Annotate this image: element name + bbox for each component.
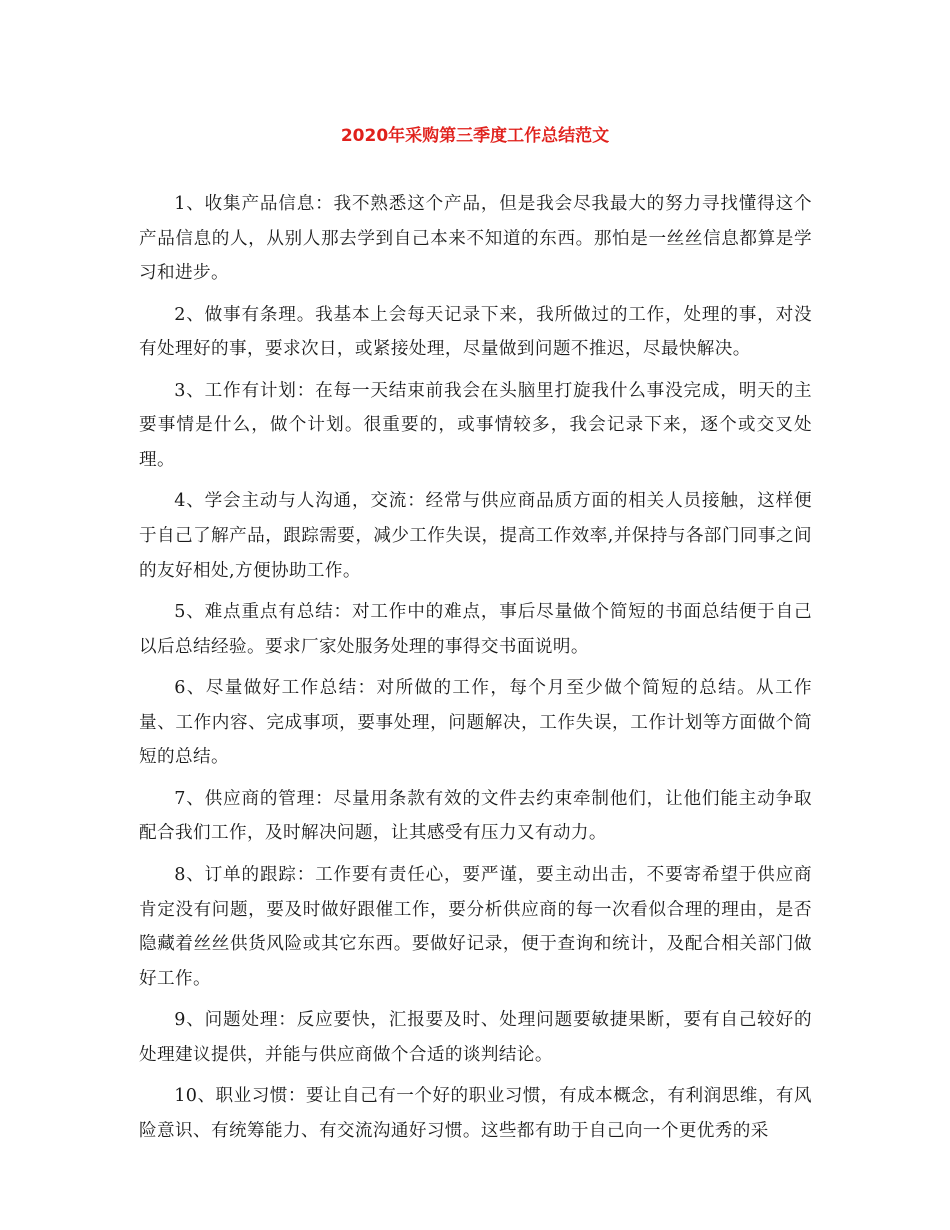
paragraph-4: 4、学会主动与人沟通，交流：经常与供应商品质方面的相关人员接触，这样便于自己了解产品，跟踪需要，减少工作失误，提高工作效率,并保持与各部门同事之间的友好相处,方便协助工作。 [139,491,812,581]
paragraph-8: 8、订单的跟踪：工作要有责任心，要严谨，要主动出击，不要寄希望于供应商肯定没有问题，要及时做好跟催工作，要分析供应商的每一次看似合理的理由，是否隐藏着丝丝供货风险或其它东西。要做好记录，便于查询和统计，及配合相关部门做好工作。 [139,864,812,989]
paragraph-5: 5、难点重点有总结：对工作中的难点，事后尽量做个简短的书面总结便于自己以后总结经验。要求厂家处服务处理的事得交书面说明。 [139,602,812,657]
paragraph-10: 10、职业习惯：要让自己有一个好的职业习惯，有成本概念，有利润思维，有风险意识、有统筹能力、有交流沟通好习惯。这些都有助于自己向一个更优秀的采 [139,1086,812,1141]
paragraph-3: 3、工作有计划：在每一天结束前我会在头脑里打旋我什么事没完成，明天的主要事情是什么，做个计划。很重要的，或事情较多，我会记录下来，逐个或交叉处理。 [139,380,812,470]
document-body [139,187,812,1155]
paragraph-2: 2、做事有条理。我基本上会每天记录下来，我所做过的工作，处理的事，对没有处理好的事，要求次日，或紧接处理，尽量做到问题不推迟，尽最快解决。 [139,304,812,360]
paragraph-7: 7、供应商的管理：尽量用条款有效的文件去约束牵制他们，让他们能主动争取配合我们工作，及时解决问题，让其感受有压力又有动力。 [139,788,812,844]
paragraph-6: 6、尽量做好工作总结：对所做的工作，每个月至少做个简短的总结。从工作量、工作内容、完成事项，要事处理，问题解决，工作失误，工作计划等方面做个简短的总结。 [139,678,812,768]
document-title: 2020年采购第三季度工作总结范文 [340,126,610,146]
paragraph-1: 1、收集产品信息：我不熟悉这个产品，但是我会尽我最大的努力寻找懂得这个产品信息的人，从别人那去学到自己本来不知道的东西。那怕是一丝丝信息都算是学习和进步。 [139,194,812,284]
paragraph-9: 9、问题处理：反应要快，汇报要及时、处理问题要敏捷果断，要有自己较好的处理建议提供，并能与供应商做个合适的谈判结论。 [139,1010,812,1065]
